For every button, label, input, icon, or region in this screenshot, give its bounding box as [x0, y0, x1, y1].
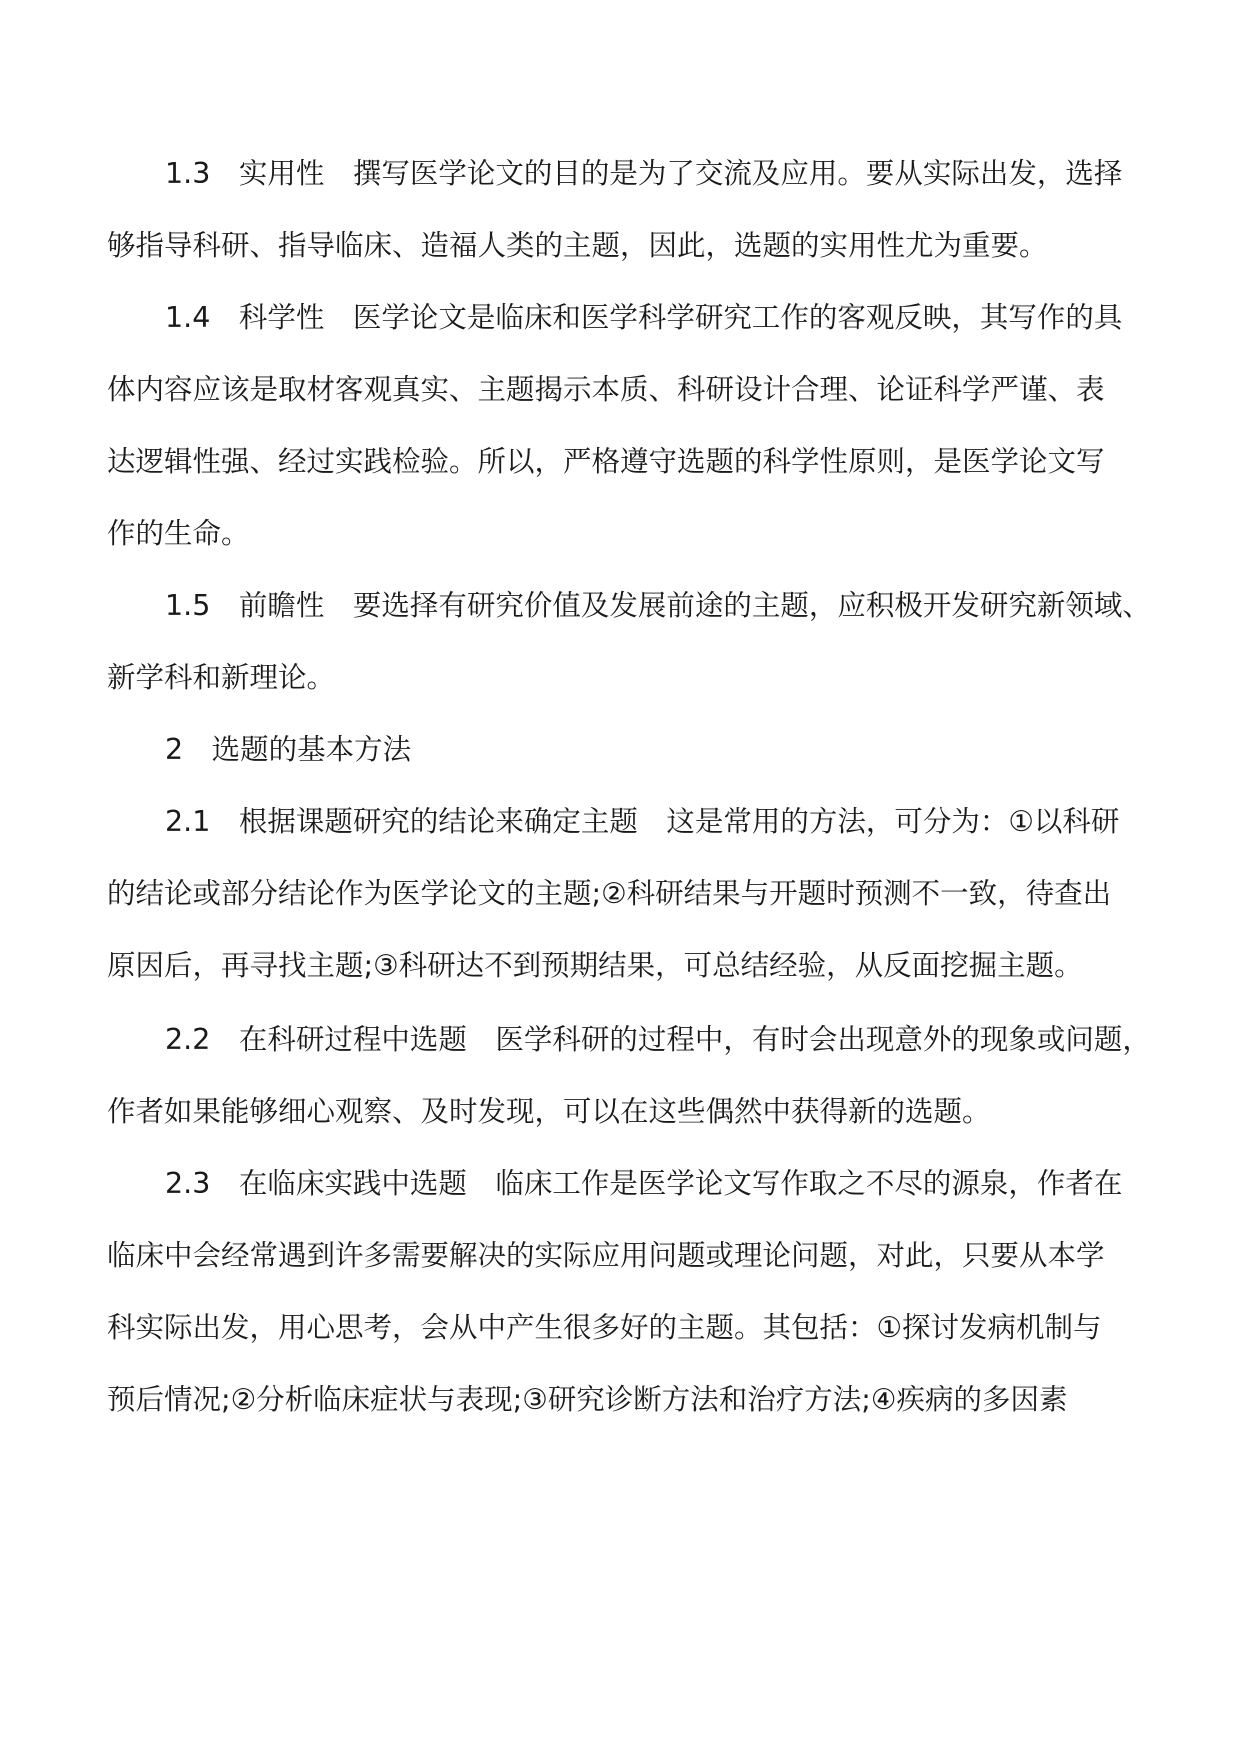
paragraph-line: 临床中会经常遇到许多需要解决的实际应用问题或理论问题，对此，只要从本学 [107, 1239, 1105, 1272]
paragraph-line: 作者如果能够细心观察、及时发现，可以在这些偶然中获得新的选题。 [107, 1095, 991, 1128]
paragraph-line: 的结论或部分结论作为医学论文的主题;②科研结果与开题时预测不一致，待查出 [107, 877, 1112, 910]
paragraph-line: 预后情况;②分析临床症状与表现;③研究诊断方法和治疗方法;④疾病的多因素 [107, 1383, 1068, 1416]
paragraph-line: 作的生命。 [107, 517, 250, 550]
paragraph-line-2-1: 2.1 根据课题研究的结论来确定主题 这是常用的方法，可分为：①以科研 [165, 805, 1120, 838]
paragraph-line: 科实际出发，用心思考，会从中产生很多好的主题。其包括：①探讨发病机制与 [107, 1311, 1102, 1344]
paragraph-line-1-4-scientific: 1.4 科学性 医学论文是临床和医学科学研究工作的客观反映，其写作的具 [165, 301, 1123, 334]
paragraph-line: 新学科和新理论。 [107, 661, 336, 694]
paragraph-line: 够指导科研、指导临床、造福人类的主题，因此，选题的实用性尤为重要。 [107, 229, 1048, 262]
section-heading-2: 2 选题的基本方法 [165, 733, 412, 766]
paragraph-line: 体内容应该是取材客观真实、主题揭示本质、科研设计合理、论证科学严谨、表 [107, 373, 1105, 406]
paragraph-line: 达逻辑性强、经过实践检验。所以，严格遵守选题的科学性原则，是医学论文写 [107, 445, 1105, 478]
paragraph-line-1-5-forward-looking: 1.5 前瞻性 要选择有研究价值及发展前途的主题，应积极开发研究新领域、 [165, 589, 1151, 622]
paragraph-line: 原因后，再寻找主题;③科研达不到预期结果，可总结经验，从反面挖掘主题。 [107, 949, 1083, 982]
paragraph-line-2-3: 2.3 在临床实践中选题 临床工作是医学论文写作取之不尽的源泉，作者在 [165, 1167, 1123, 1200]
paragraph-line-2-2: 2.2 在科研过程中选题 医学科研的过程中，有时会出现意外的现象或问题， [165, 1023, 1151, 1056]
paragraph-line-1-3-practicality: 1.3 实用性 撰写医学论文的目的是为了交流及应用。要从实际出发，选择 [165, 157, 1123, 190]
